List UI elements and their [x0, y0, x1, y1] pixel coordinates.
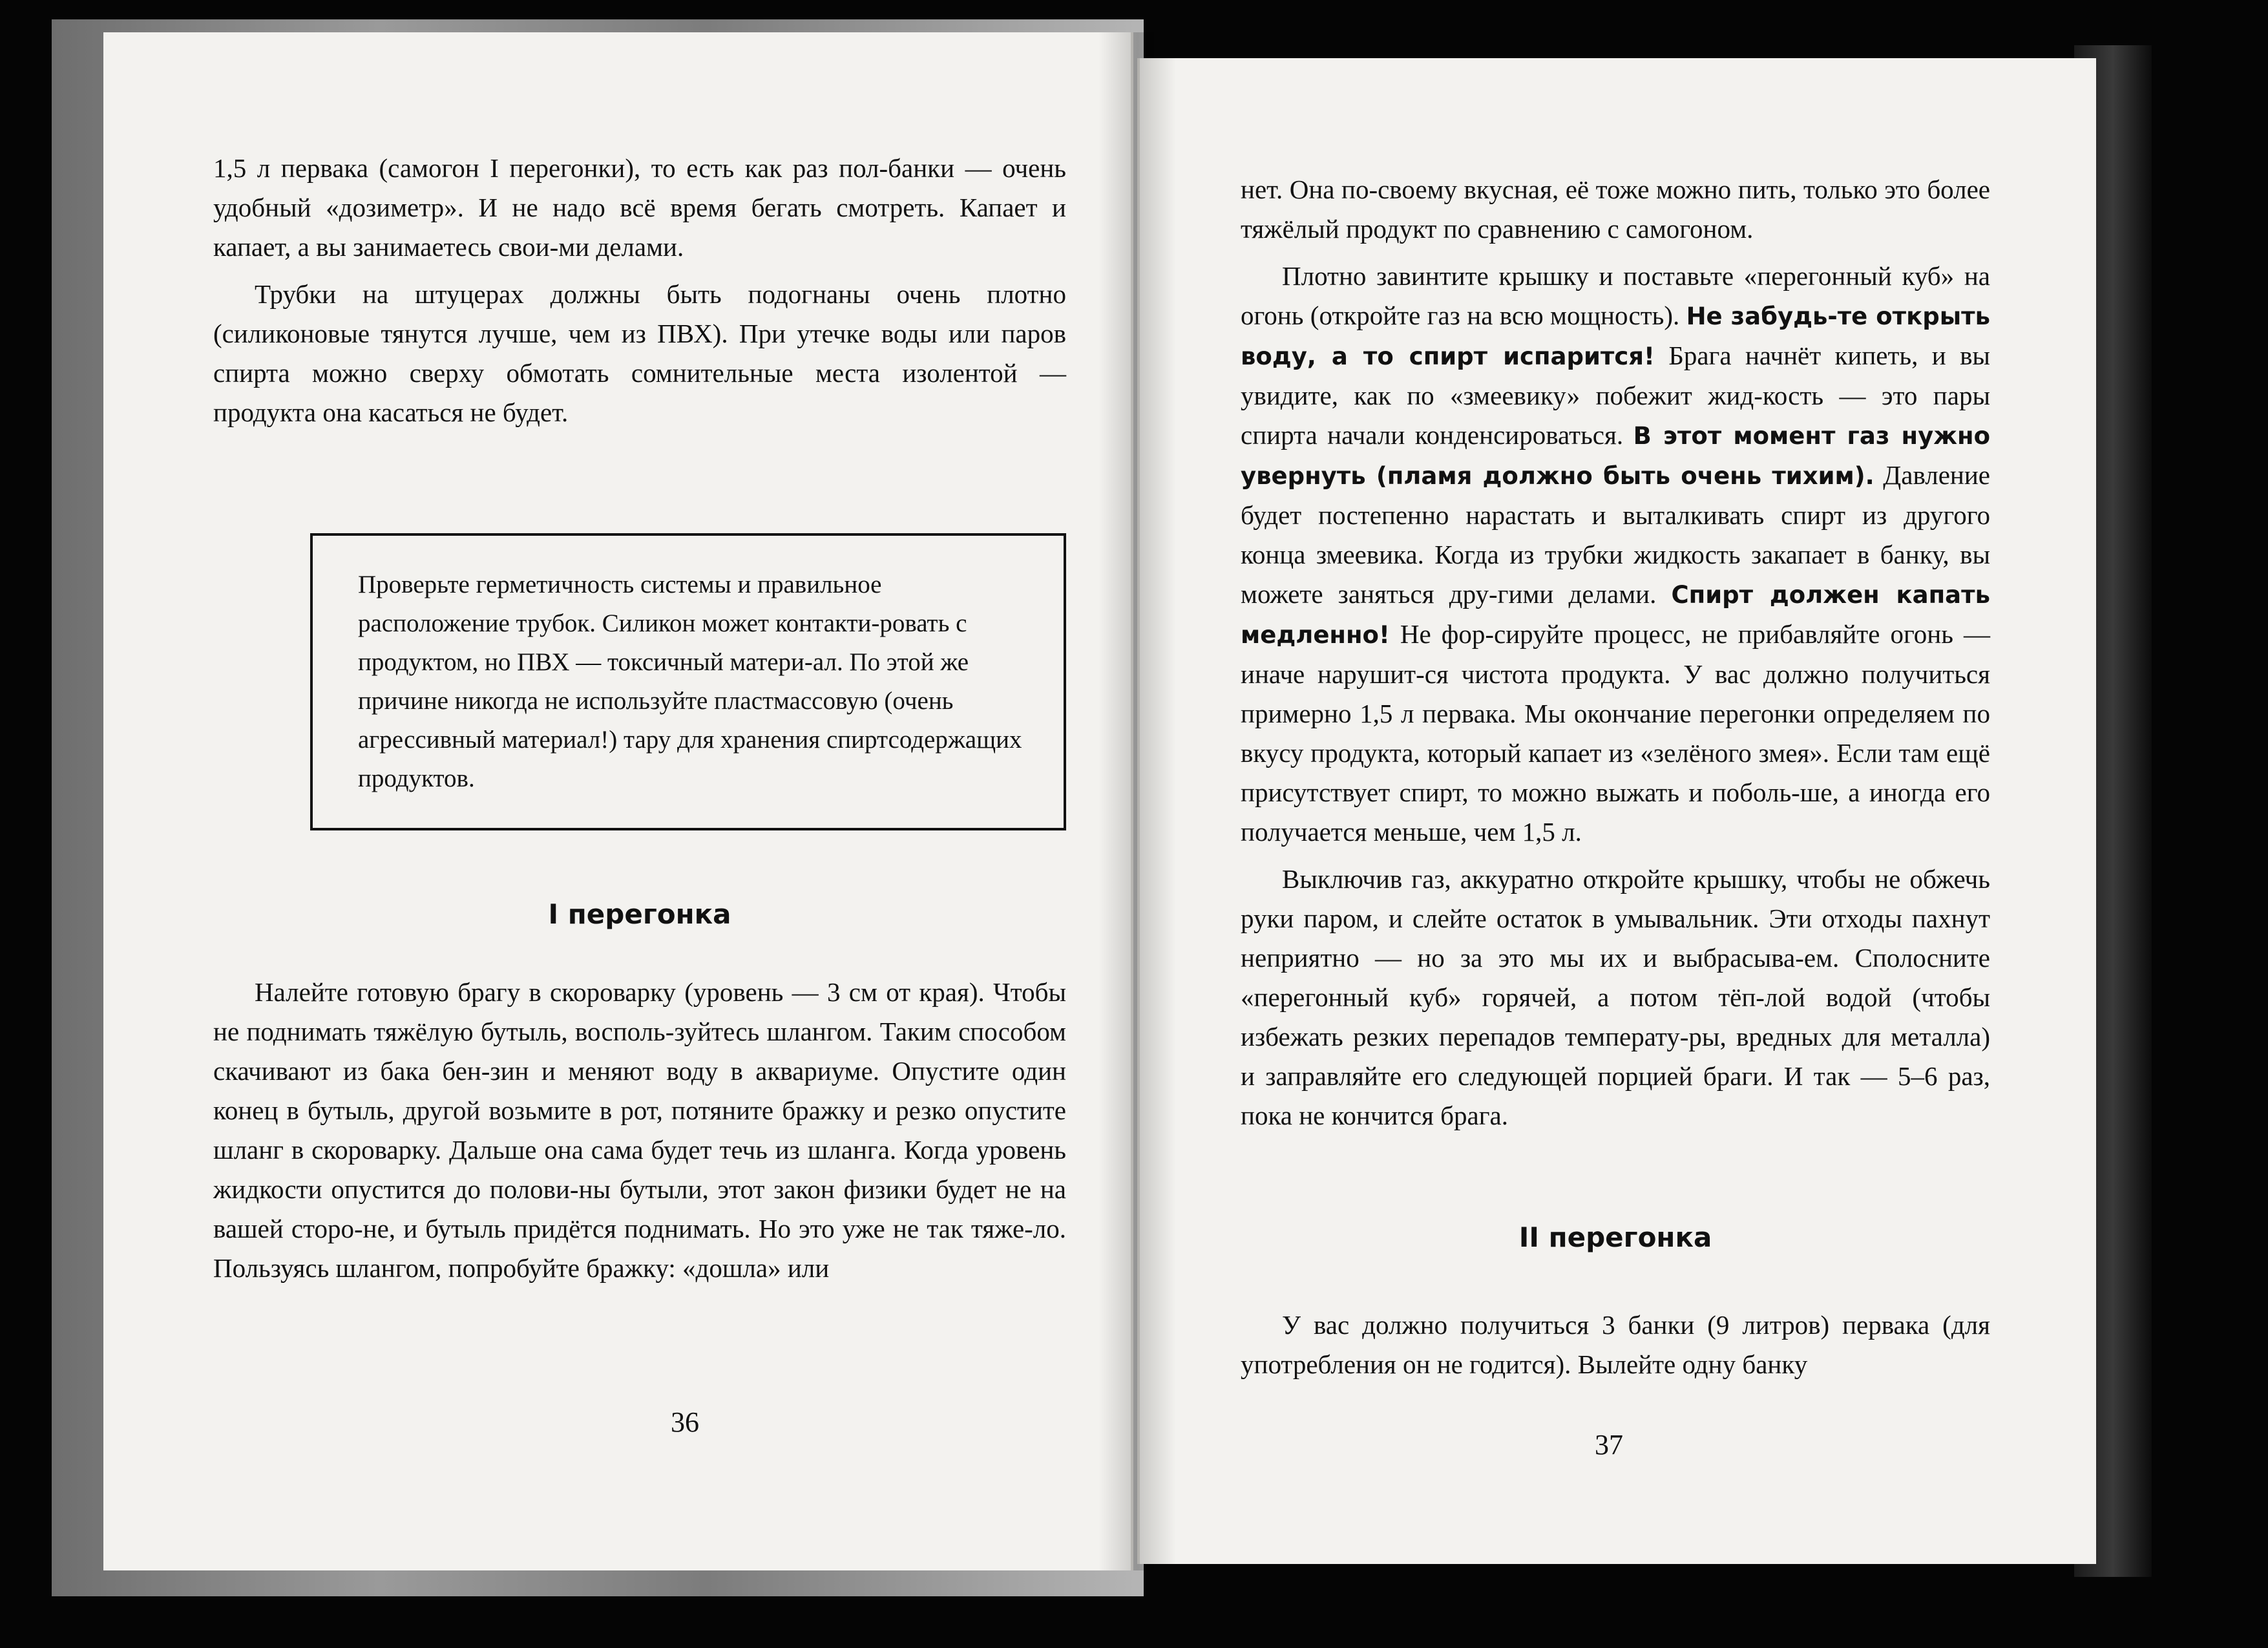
paragraph: нет. Она по-своему вкусная, её тоже можно пить, только это более тяжёлый продукт по сравнению с самогоном.: [1241, 174, 1990, 244]
page-number-left: 36: [671, 1406, 699, 1438]
paragraph: Налейте готовую брагу в скороварку (уровень — 3 см от края). Чтобы не поднимать тяжёлую бутыль, восполь-зуйтесь шлангом. Таким способом скачивают из бака бен-зин и меняют воду в аквариуме. Опустите один конец в бутыль, другой возьмите в рот, потяните бражку и резко опустите шланг в скороварку. Дальше она сама будет течь из шланга. Когда уровень жидкости опустится до полови-ны бутыли, этот закон физики будет не на вашей сторо-не, и бутыль придётся поднимать. Но это уже не так тяже-ло. Пользуясь шлангом, попробуйте бражку: «дошла» или: [213, 977, 1066, 1283]
paragraph: [1241, 257, 1990, 852]
section-heading-second-distillation: II перегонка: [1518, 1221, 1712, 1253]
left-page-text: [213, 149, 1066, 432]
book-gutter: [1098, 32, 1176, 1570]
left-page-text-continued: [213, 973, 1066, 1288]
text-run: Плотно завинтите крышку и поставьте «перегонный куб» на огонь (откройте газ на всю мощность).: [1241, 261, 1990, 330]
warning-note-box: [310, 533, 1066, 830]
page-number-right: 37: [1595, 1429, 1623, 1461]
paragraph: Выключив газ, аккуратно откройте крышку, чтобы не обжечь руки паром, и слейте остаток в умывальник. Эти отходы пахнут неприятно — но за это мы их и выбрасыва-ем. Сполосните «перегонный куб» горячей, а потом тёп-лой водой (чтобы избежать резких перепадов температу-ры, вредных для металла) и заправляйте его следующей порцией браги. И так — 5–6 раз, пока не кончится брага.: [1241, 864, 1990, 1130]
text-run: Не фор-сируйте процесс, не прибавляйте огонь — иначе нарушит-ся чистота продукта. У вас должно получиться примерно 1,5 л первака. Мы окончание перегонки определяем по вкусу продукта, который капает из «зелёного змея». Если там ещё присутствует спирт, то можно выжать и поболь-ше, а иногда его получается меньше, чем 1,5 л.: [1241, 619, 1990, 847]
text-run: Брага начнёт кипеть, и вы увидите, как по «змеевику» побежит жид-кость — это пары спирта начали конденсироваться.: [1241, 341, 1990, 450]
right-page-text: [1241, 170, 1990, 1136]
paragraph: 1,5 л первака (самогон I перегонки), то есть как раз пол-банки — очень удобный «дозиметр». И не надо всё время бегать смотреть. Капает и капает, а вы занимаетесь свои-ми делами.: [213, 153, 1066, 262]
section-heading-first-distillation: I перегонка: [548, 898, 731, 930]
paragraph: Трубки на штуцерах должны быть подогнаны очень плотно (силиконовые тянутся лучше, чем из ПВХ). При утечке воды или паров спирта можно сверху обмотать сомнительные места изолентой — продукта она касаться не будет.: [213, 279, 1066, 427]
right-page-text-continued: [1241, 1305, 1990, 1384]
bold-text: Спирт должен капать медленно!: [1241, 581, 1990, 649]
paragraph: У вас должно получиться 3 банки (9 литров) первака (для употребления он не годится). Вылейте одну банку: [1241, 1310, 1990, 1379]
bold-text: Не забудь-те открыть воду, а то спирт испарится!: [1241, 302, 1990, 370]
note-text: Проверьте герметичность системы и правильное расположение трубок. Силикон может контакти-ровать с продуктом, но ПВХ — токсичный матери-ал. По этой же причине никогда не используйте пластмассовую (очень агрессивный материал!) тару для хранения спиртсодержащих продуктов.: [358, 571, 1022, 792]
bold-text: В этот момент газ нужно увернуть (пламя должно быть очень тихим).: [1241, 422, 1991, 490]
text-run: Давление будет постепенно нарастать и выталкивать спирт из другого конца змеевика. Когда из трубки жидкость закапает в банку, вы можете заняться дру-гими делами.: [1241, 460, 1990, 609]
